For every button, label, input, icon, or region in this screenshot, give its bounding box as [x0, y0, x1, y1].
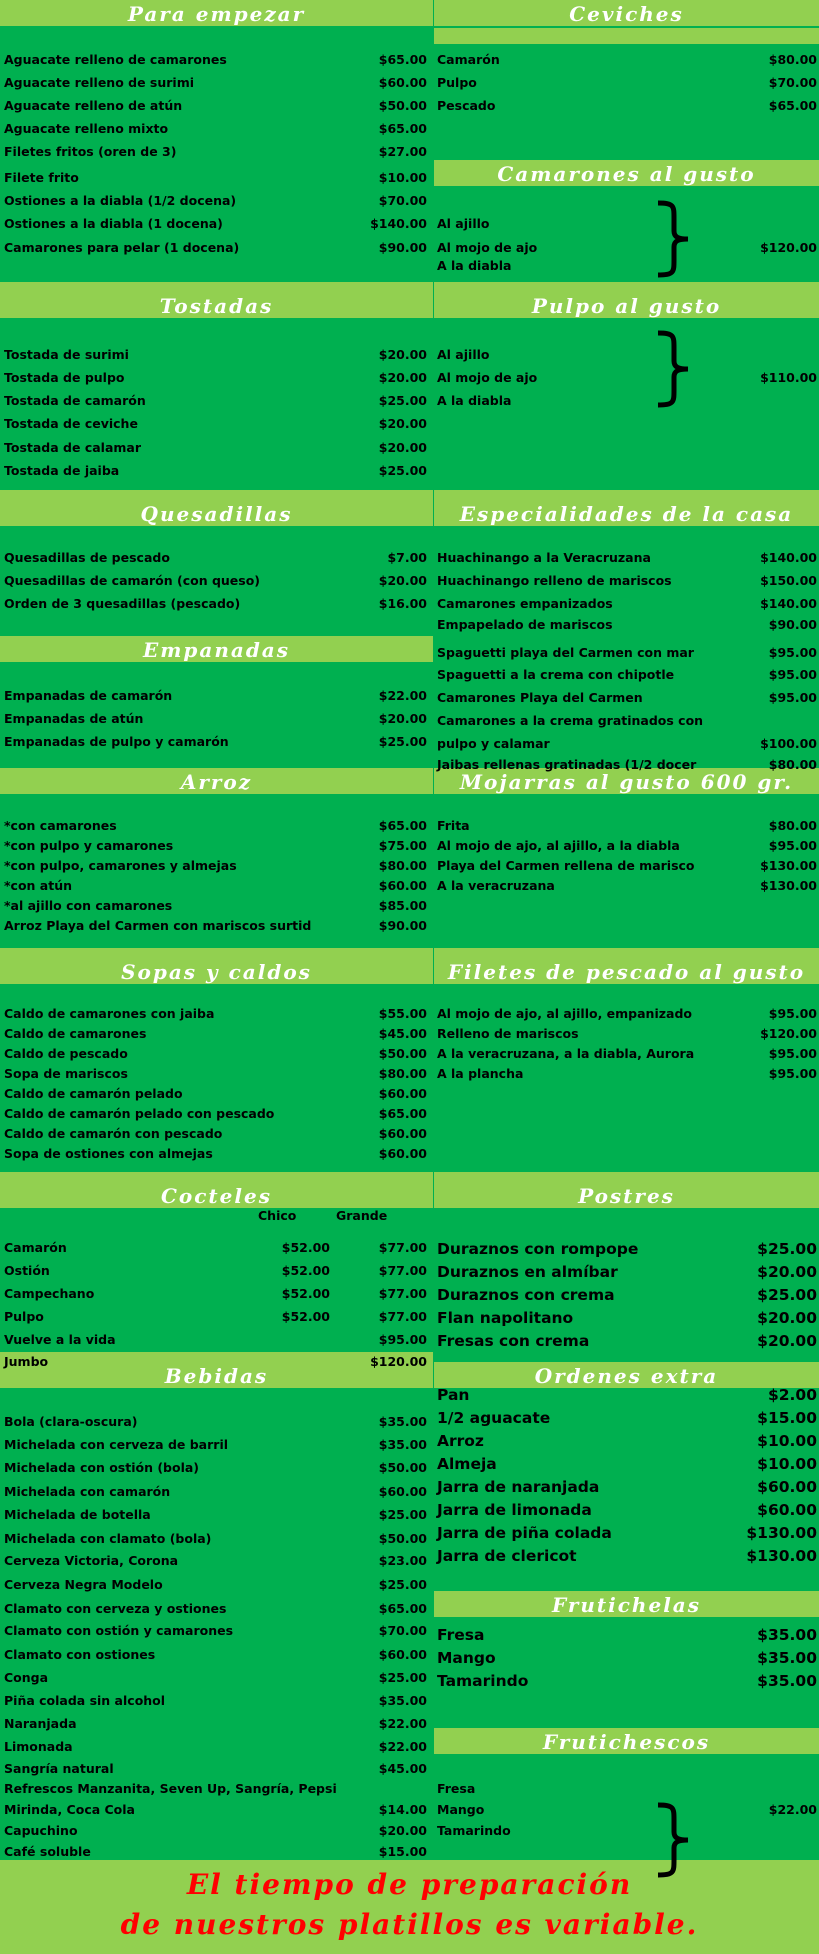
menu-item-name: Duraznos en almíbar [437, 1263, 618, 1281]
menu-item-name: Playa del Carmen rellena de marisco [437, 858, 695, 873]
menu-item-name: Al mojo de ajo, al ajillo, a la diabla [437, 838, 680, 853]
menu-item-price: $65.00 [378, 1601, 427, 1616]
menu-item-price: $95.00 [768, 1006, 817, 1021]
menu-item-price: $65.00 [378, 818, 427, 833]
menu-item-name: Spaguetti a la crema con chipotle [437, 667, 675, 682]
menu-item-name: Caldo de camarón pelado con pescado [4, 1106, 275, 1121]
menu-item-price: $65.00 [378, 121, 427, 136]
menu-item-name: Michelada con cerveza de barril [4, 1437, 229, 1452]
menu-item-price: $110.00 [760, 370, 817, 385]
section-title-bebidas: Bebidas [0, 1362, 433, 1388]
menu-item-price: $23.00 [378, 1553, 427, 1568]
menu-item-name: Camarones Playa del Carmen [437, 690, 643, 705]
menu-item-name: Duraznos con rompope [437, 1240, 639, 1258]
menu-item-price: $20.00 [378, 573, 427, 588]
menu-item-price: $35.00 [378, 1693, 427, 1708]
section-title-quesadillas: Quesadillas [0, 500, 433, 526]
section-title-arroz: Arroz [0, 768, 433, 794]
section-divider [434, 490, 819, 500]
menu-item-name: Empanadas de atún [4, 711, 144, 726]
menu-item-name: Bola (clara-oscura) [4, 1414, 138, 1429]
menu-item-price: $20.00 [378, 347, 427, 362]
menu-item-name: Huachinango relleno de mariscos [437, 573, 672, 588]
menu-item-price: $22.00 [378, 688, 427, 703]
menu-item-name: Al ajillo [437, 347, 490, 362]
menu-item-name: Cerveza Victoria, Corona [4, 1553, 179, 1568]
menu-item-price: $25.00 [378, 393, 427, 408]
menu-item-name: *al ajillo con camarones [4, 898, 173, 913]
section-title-frutichelas: Frutichelas [434, 1591, 819, 1617]
menu-item-price: $25.00 [378, 1507, 427, 1522]
section-title-pulpo-al-gusto: Pulpo al gusto [434, 292, 819, 318]
menu-item-price: $95.00 [768, 645, 817, 660]
menu-item-price: $35.00 [757, 1672, 817, 1690]
menu-item-price: $70.00 [378, 193, 427, 208]
menu-item-price: $80.00 [768, 757, 817, 772]
menu-item-price: $15.00 [757, 1409, 817, 1427]
section-title-ordenes-extra: Ordenes extra [434, 1362, 819, 1388]
menu-item-name: Almeja [437, 1455, 497, 1473]
menu-item-name: Ostiones a la diabla (1/2 docena) [4, 193, 237, 208]
menu-item-name: Al mojo de ajo, al ajillo, empanizado [437, 1006, 692, 1021]
menu-item-price: $22.00 [768, 1802, 817, 1817]
menu-item-name: *con pulpo, camarones y almejas [4, 858, 237, 873]
menu-item-name: A la plancha [437, 1066, 524, 1081]
menu-item-price: $22.00 [378, 1739, 427, 1754]
menu-item-name: Sopa de mariscos [4, 1066, 128, 1081]
menu-item-price: $80.00 [768, 52, 817, 67]
menu-item-price: $20.00 [378, 440, 427, 455]
section-divider [434, 948, 819, 958]
menu-item-name: Aguacate relleno mixto [4, 121, 169, 136]
menu-item-price: $90.00 [378, 240, 427, 255]
menu-item-price: $25.00 [378, 1577, 427, 1592]
menu-item-price: $70.00 [378, 1623, 427, 1638]
menu-item-price: $60.00 [378, 878, 427, 893]
menu-item-name: Tostada de surimi [4, 347, 129, 362]
menu-item-price: $85.00 [378, 898, 427, 913]
brace-icon [652, 330, 696, 408]
brace-icon [652, 200, 696, 278]
menu-item-price: $27.00 [378, 144, 427, 159]
menu-item-name: Camarones para pelar (1 docena) [4, 240, 240, 255]
section-title-para-empezar: Para empezar [0, 0, 433, 26]
menu-item-name: pulpo y calamar [437, 736, 550, 751]
menu-item-name: Caldo de camarones con jaiba [4, 1006, 215, 1021]
menu-item-name: Michelada con clamato (bola) [4, 1531, 212, 1546]
menu-item-name: Jaibas rellenas gratinadas (1/2 docer [437, 757, 697, 772]
menu-item-name: Pulpo [437, 75, 477, 90]
section-title-camarones-al-gusto: Camarones al gusto [434, 160, 819, 186]
menu-item-price: $60.00 [757, 1478, 817, 1496]
menu-item-name: Refrescos Manzanita, Seven Up, Sangría, Pepsi [4, 1781, 337, 1796]
section-title-mojarras: Mojarras al gusto 600 gr. [434, 768, 819, 794]
menu-item-name: Mango [437, 1649, 496, 1667]
menu-item-price: $65.00 [378, 1106, 427, 1121]
menu-item-price: $95.00 [768, 1066, 817, 1081]
menu-item-name: Jarra de limonada [437, 1501, 592, 1519]
section-title-especialidades: Especialidades de la casa [434, 500, 819, 526]
menu-item-price-small: $52.00 [281, 1240, 330, 1255]
menu-item-name: Filetes fritos (oren de 3) [4, 144, 177, 159]
menu-item-price: $45.00 [378, 1761, 427, 1776]
menu-item-price: $10.00 [757, 1432, 817, 1450]
menu-item-name: Limonada [4, 1739, 73, 1754]
menu-item-price: $20.00 [757, 1332, 817, 1350]
menu-item-name: Caldo de camarones [4, 1026, 147, 1041]
menu-item-price: $60.00 [378, 75, 427, 90]
menu-item-name: Al ajillo [437, 216, 490, 231]
section-divider [0, 282, 433, 292]
menu-item-price: $95.00 [768, 690, 817, 705]
menu-item-name: A la veracruzana, a la diabla, Aurora [437, 1046, 695, 1061]
menu-item-price: $7.00 [387, 550, 427, 565]
menu-item-price: $77.00 [378, 1240, 427, 1255]
menu-item-price: $45.00 [378, 1026, 427, 1041]
menu-item-name: Al mojo de ajo [437, 240, 538, 255]
menu-item-price: $50.00 [378, 98, 427, 113]
menu-item-name: *con atún [4, 878, 72, 893]
menu-item-name: Campechano [4, 1286, 95, 1301]
menu-item-price: $20.00 [757, 1263, 817, 1281]
menu-item-price: $90.00 [378, 918, 427, 933]
menu-item-name: Ostión [4, 1263, 50, 1278]
menu-item-name: Tostada de jaiba [4, 463, 120, 478]
menu-item-name: Sangría natural [4, 1761, 114, 1776]
menu-item-name: Frita [437, 818, 470, 833]
menu-item-price: $50.00 [378, 1046, 427, 1061]
menu-item-name: Arroz [437, 1432, 484, 1450]
menu-item-name: Tamarindo [437, 1823, 511, 1838]
menu-item-price: $20.00 [378, 1823, 427, 1838]
menu-item-price: $65.00 [768, 98, 817, 113]
coctel-col-large: Grande [336, 1208, 388, 1223]
menu-item-name: Fresa [437, 1626, 485, 1644]
menu-item-price: $35.00 [757, 1649, 817, 1667]
menu-item-name: Mirinda, Coca Cola [4, 1802, 135, 1817]
menu-item-price: $65.00 [378, 52, 427, 67]
menu-item-name: Caldo de pescado [4, 1046, 128, 1061]
menu-item-price: $75.00 [378, 838, 427, 853]
menu-item-price: $25.00 [378, 734, 427, 749]
menu-item-name: Vuelve a la vida [4, 1332, 116, 1347]
menu-item-price: $120.00 [760, 240, 817, 255]
menu-item-name: Empanadas de camarón [4, 688, 173, 703]
menu-item-name: Fresas con crema [437, 1332, 590, 1350]
menu-item-price: $60.00 [378, 1484, 427, 1499]
menu-item-name: Caldo de camarón con pescado [4, 1126, 223, 1141]
menu-item-price: $16.00 [378, 596, 427, 611]
menu-item-price: $77.00 [378, 1263, 427, 1278]
menu-item-name: Cerveza Negra Modelo [4, 1577, 163, 1592]
section-divider [0, 1172, 433, 1182]
menu-item-price: $10.00 [378, 170, 427, 185]
menu-item-price: $20.00 [757, 1309, 817, 1327]
coctel-col-small: Chico [258, 1208, 297, 1223]
menu-item-price: $25.00 [757, 1240, 817, 1258]
menu-item-price: $22.00 [378, 1716, 427, 1731]
menu-item-price: $10.00 [757, 1455, 817, 1473]
section-divider [0, 490, 433, 500]
menu-item-name: Camarones empanizados [437, 596, 613, 611]
menu-item-price: $60.00 [378, 1146, 427, 1161]
menu-item-price: $95.00 [768, 1046, 817, 1061]
menu-item-price: $80.00 [768, 818, 817, 833]
menu-item-price: $130.00 [746, 1547, 817, 1565]
menu-item-price: $140.00 [760, 550, 817, 565]
menu-item-price: $15.00 [378, 1844, 427, 1859]
menu-item-price: $60.00 [378, 1647, 427, 1662]
menu-item-price: $95.00 [768, 838, 817, 853]
section-title-frutichescos: Frutichescos [434, 1728, 819, 1754]
menu-item-name: Filete frito [4, 170, 79, 185]
menu-item-name: *con camarones [4, 818, 117, 833]
menu-item-name: Clamato con cerveza y ostiones [4, 1601, 227, 1616]
menu-item-name: A la veracruzana [437, 878, 555, 893]
menu-item-name: Sopa de ostiones con almejas [4, 1146, 213, 1161]
menu-item-name: Huachinango a la Veracruzana [437, 550, 651, 565]
footer-line-2: de nuestros platillos es variable. [120, 1908, 699, 1941]
menu-item-name: Quesadillas de camarón (con queso) [4, 573, 261, 588]
menu-item-price: $60.00 [757, 1501, 817, 1519]
menu-item-name: Pulpo [4, 1309, 44, 1324]
menu-item-price: $120.00 [370, 1354, 427, 1369]
menu-item-price: $80.00 [378, 858, 427, 873]
menu-item-price-small: $52.00 [281, 1286, 330, 1301]
section-title-ceviches: Ceviches [434, 0, 819, 26]
menu-item-name: Michelada de botella [4, 1507, 151, 1522]
menu-item-name: Jarra de clericot [437, 1547, 577, 1565]
menu-item-name: Camarón [4, 1240, 67, 1255]
menu-item-price: $2.00 [767, 1386, 817, 1404]
menu-item-name: Arroz Playa del Carmen con mariscos surtid [4, 918, 312, 933]
menu-item-name: Flan napolitano [437, 1309, 574, 1327]
menu-item-name: Orden de 3 quesadillas (pescado) [4, 596, 241, 611]
menu-item-name: Café soluble [4, 1844, 91, 1859]
menu-item-price: $130.00 [746, 1524, 817, 1542]
menu-item-name: Al mojo de ajo [437, 370, 538, 385]
menu-item-price: $95.00 [768, 667, 817, 682]
menu-item-price: $35.00 [378, 1437, 427, 1452]
menu-item-price: $25.00 [757, 1286, 817, 1304]
menu-item-price: $55.00 [378, 1006, 427, 1021]
menu-item-price: $80.00 [378, 1066, 427, 1081]
menu-item-price: $70.00 [768, 75, 817, 90]
menu-item-name: Caldo de camarón pelado [4, 1086, 183, 1101]
menu-item-name: Tostada de calamar [4, 440, 142, 455]
menu-item-price: $50.00 [378, 1531, 427, 1546]
menu-item-name: Camarón [437, 52, 500, 67]
section-title-tostadas: Tostadas [0, 292, 433, 318]
menu-item-name: 1/2 aguacate [437, 1409, 551, 1427]
menu-item-price: $77.00 [378, 1309, 427, 1324]
menu-item-price: $150.00 [760, 573, 817, 588]
menu-item-name: Mango [437, 1802, 485, 1817]
menu-item-price: $90.00 [768, 617, 817, 632]
menu-item-price: $95.00 [378, 1332, 427, 1347]
menu-item-name: A la diabla [437, 258, 512, 273]
menu-item-name: Empapelado de mariscos [437, 617, 613, 632]
menu-item-name: Relleno de mariscos [437, 1026, 579, 1041]
menu-item-price-small: $52.00 [281, 1263, 330, 1278]
menu-item-price: $60.00 [378, 1086, 427, 1101]
menu-item-price: $130.00 [760, 878, 817, 893]
menu-item-name: Duraznos con crema [437, 1286, 615, 1304]
menu-item-name: A la diabla [437, 393, 512, 408]
menu-item-price: $14.00 [378, 1802, 427, 1817]
menu-item-name: Fresa [437, 1781, 476, 1796]
menu-item-price: $77.00 [378, 1286, 427, 1301]
section-divider [434, 1172, 819, 1182]
menu-item-name: Conga [4, 1670, 49, 1685]
menu-item-name: Michelada con camarón [4, 1484, 171, 1499]
menu-item-price-small: $52.00 [281, 1309, 330, 1324]
menu-item-price: $50.00 [378, 1460, 427, 1475]
menu-item-name: Clamato con ostiones [4, 1647, 156, 1662]
section-title-cocteles: Cocteles [0, 1182, 433, 1208]
menu-item-name: Naranjada [4, 1716, 77, 1731]
menu-item-name: Spaguetti playa del Carmen con mar [437, 645, 694, 660]
menu-item-price: $20.00 [378, 416, 427, 431]
menu-item-price: $140.00 [760, 596, 817, 611]
menu-item-name: Clamato con ostión y camarones [4, 1623, 234, 1638]
menu-item-name: Aguacate relleno de surimi [4, 75, 195, 90]
menu-item-name: Empanadas de pulpo y camarón [4, 734, 229, 749]
menu-item-name: Aguacate relleno de atún [4, 98, 183, 113]
section-title-empanadas: Empanadas [0, 636, 433, 662]
menu-item-price: $25.00 [378, 463, 427, 478]
section-divider [434, 28, 819, 44]
menu-item-name: Pan [437, 1386, 470, 1404]
menu-item-price: $130.00 [760, 858, 817, 873]
menu-item-name: Jumbo [4, 1354, 49, 1369]
section-title-postres: Postres [434, 1182, 819, 1208]
menu-item-price: $20.00 [378, 370, 427, 385]
menu-item-name: Jarra de naranjada [437, 1478, 600, 1496]
menu-item-price: $100.00 [760, 736, 817, 751]
section-divider [0, 948, 433, 958]
menu-item-name: Piña colada sin alcohol [4, 1693, 166, 1708]
section-title-filetes: Filetes de pescado al gusto [434, 958, 819, 984]
section-title-sopas: Sopas y caldos [0, 958, 433, 984]
menu-item-name: Quesadillas de pescado [4, 550, 170, 565]
menu-item-price: $35.00 [757, 1626, 817, 1644]
menu-item-name: Jarra de piña colada [437, 1524, 612, 1542]
menu-item-price: $120.00 [760, 1026, 817, 1041]
menu-item-price: $60.00 [378, 1126, 427, 1141]
menu-item-name: Tamarindo [437, 1672, 529, 1690]
menu-item-price: $35.00 [378, 1414, 427, 1429]
footer-line-1: El tiempo de preparación [186, 1868, 633, 1901]
menu-item-name: Aguacate relleno de camarones [4, 52, 227, 67]
menu-item-name: Tostada de camarón [4, 393, 146, 408]
menu-item-name: Ostiones a la diabla (1 docena) [4, 216, 223, 231]
menu-item-name: Capuchino [4, 1823, 78, 1838]
section-divider [434, 282, 819, 292]
menu-item-name: Tostada de ceviche [4, 416, 138, 431]
menu-item-name: Pescado [437, 98, 496, 113]
brace-icon [652, 1802, 696, 1878]
menu-item-name: Camarones a la crema gratinados con [437, 713, 704, 728]
menu-item-name: Michelada con ostión (bola) [4, 1460, 200, 1475]
menu-item-name: Tostada de pulpo [4, 370, 125, 385]
menu-item-price: $25.00 [378, 1670, 427, 1685]
menu-item-price: $20.00 [378, 711, 427, 726]
menu-item-name: *con pulpo y camarones [4, 838, 174, 853]
menu-item-price: $140.00 [370, 216, 427, 231]
